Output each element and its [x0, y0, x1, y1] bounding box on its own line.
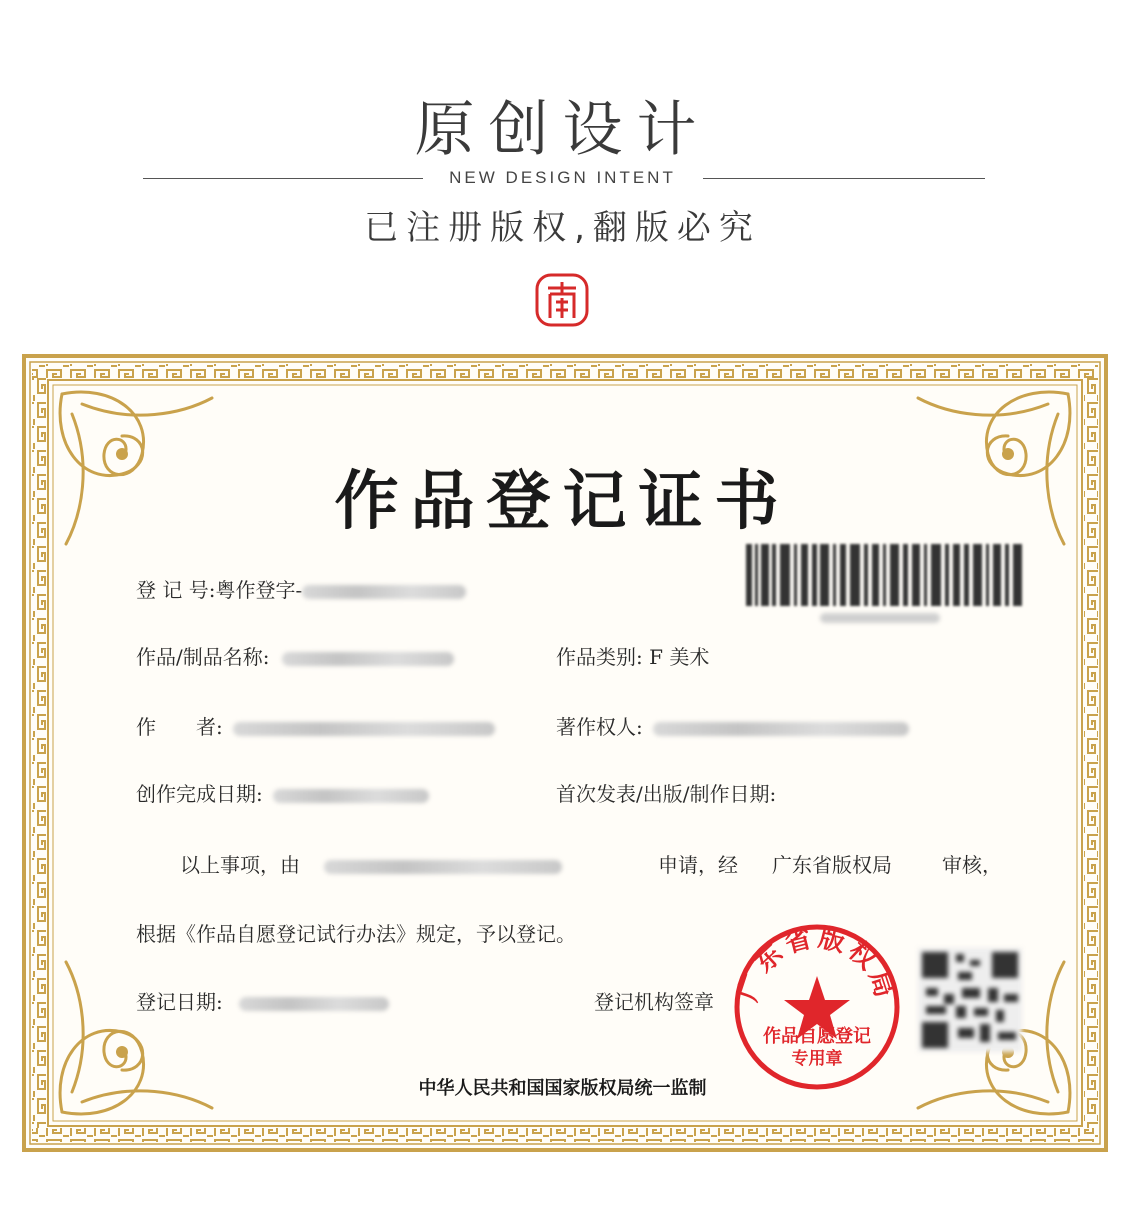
- registration-number-label: 登 记 号:: [136, 578, 216, 602]
- page-title: 原创设计: [414, 95, 711, 165]
- author-row: [136, 711, 495, 740]
- barcode-number-redacted: [820, 613, 940, 623]
- completion-date-label: 创作完成日期:: [136, 782, 263, 806]
- statement-start: 以上事项，由: [180, 853, 300, 877]
- qr-code: [918, 948, 1022, 1052]
- registration-date-label: 登记日期:: [136, 990, 223, 1014]
- seal-icon: [534, 272, 590, 328]
- statement-end: 审核，: [942, 853, 1002, 877]
- category-value: F 美术: [649, 645, 710, 669]
- category-label: 作品类别:: [556, 645, 643, 669]
- stamp-line-1: 作品自愿登记: [763, 1026, 871, 1047]
- redacted-value: [324, 860, 562, 874]
- work-name-label: 作品/制品名称:: [136, 645, 270, 669]
- redacted-value: [282, 652, 454, 666]
- statement-line-1: [180, 849, 562, 878]
- category-row: [556, 641, 709, 670]
- redacted-value: [233, 722, 495, 736]
- copyright-owner-row: [556, 711, 909, 740]
- redacted-value: [653, 722, 909, 736]
- statement-line-2: 根据《作品自愿登记试行办法》规定，予以登记。: [136, 922, 576, 946]
- copyright-slogan: 已注册版权,翻版必究: [364, 208, 761, 248]
- registration-number-prefix: 粤作登字-: [215, 578, 303, 602]
- copyright-owner-label: 著作权人:: [556, 715, 643, 739]
- redacted-value: [239, 997, 389, 1011]
- official-stamp: [732, 922, 902, 1092]
- page-subtitle: NEW DESIGN INTENT: [0, 168, 1125, 188]
- work-name-row: [136, 641, 454, 670]
- redacted-value: [273, 789, 429, 803]
- barcode: [746, 544, 1024, 606]
- completion-date-row: [136, 778, 429, 807]
- publish-date-row: [556, 778, 776, 807]
- certificate-title: 作品登记证书: [334, 464, 791, 539]
- redacted-value: [302, 585, 466, 599]
- certificate-footer: 中华人民共和国国家版权局统一监制: [418, 1078, 707, 1099]
- registration-date-row: [136, 986, 389, 1015]
- sign-label: 登记机构签章: [594, 990, 714, 1014]
- publish-date-label: 首次发表/出版/制作日期:: [556, 782, 777, 806]
- registration-number-row: [136, 574, 466, 603]
- stamp-arc-text: 广东省版权局: [733, 922, 901, 1005]
- author-label: 作 者:: [136, 715, 223, 739]
- statement-mid: 申请，经: [658, 853, 738, 877]
- stamp-line-2: 专用章: [791, 1049, 843, 1069]
- statement-org: 广东省版权局: [772, 853, 892, 877]
